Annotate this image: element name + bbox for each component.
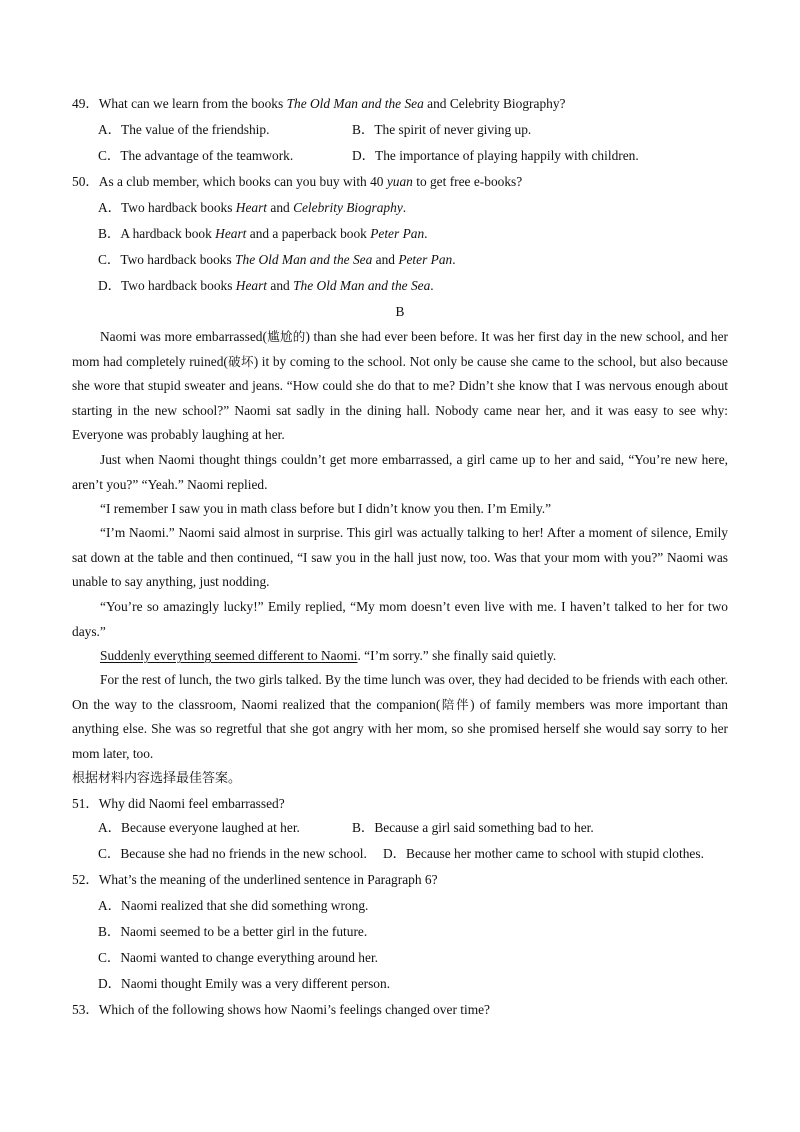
instruction: 根据材料内容选择最佳答案。 [72, 771, 242, 786]
chinese-gloss: 陪伴 [440, 696, 471, 712]
passage-text: ) of family members was more important than anything else. She was so regretful that she got angry with her mom, so she promised herself she would say sorry to her mom later, too. [72, 696, 729, 761]
q52-option-c: C．Naomi wanted to change everything around her. [98, 950, 379, 965]
q51-option-c: C．Because she had no friends in the new school. [98, 846, 367, 861]
passage-paragraph-3 [72, 497, 728, 522]
question-number: 51． [72, 796, 99, 811]
q50-option-a [98, 200, 406, 216]
option-mid: and [372, 252, 399, 267]
option-mid: and [267, 200, 294, 215]
q49-option-a: A．The value of the friendship. [98, 122, 270, 137]
section-label: B [395, 304, 405, 319]
book-title: Peter Pan [398, 252, 453, 267]
option-lead: A．Two hardback books [98, 200, 236, 215]
option-mid: and [267, 278, 294, 293]
book-title: Heart [215, 226, 247, 241]
passage-text: . “I’m sorry.” she finally said quietly. [357, 648, 557, 663]
q49-option-d: D．The importance of playing happily with children. [352, 148, 639, 163]
q51-option-b: B．Because a girl said something bad to her. [352, 820, 594, 835]
option-mid: and a paperback book [246, 226, 371, 241]
question-53 [72, 1002, 490, 1018]
passage-paragraph-4 [72, 521, 728, 595]
passage-paragraph-7 [72, 668, 728, 766]
question-text: Why did Naomi feel embarrassed? [98, 796, 285, 811]
question-text: What can we learn from the books [98, 96, 287, 111]
book-title: Celebrity Biography [293, 200, 403, 215]
question-number: 49． [72, 96, 99, 111]
passage-text: “I’m Naomi.” Naomi said almost in surprise. This girl was actually talking to her! After a moment of silence, Emily sat down at the table and then continued, “I saw you in the hall just now, too. Was that your mom with you?” Naomi was unable to say anything, just nodding. [72, 525, 728, 590]
question-text: Which of the following shows how Naomi’s feelings changed over time? [98, 1002, 490, 1017]
currency-unit: yuan [386, 174, 413, 189]
q49-option-b: B．The spirit of never giving up. [352, 122, 532, 137]
question-number: 50． [72, 174, 99, 189]
passage-paragraph-5 [72, 595, 728, 644]
q50-option-c [98, 252, 456, 268]
q49-option-c: C．The advantage of the teamwork. [98, 148, 294, 163]
chinese-gloss: 破坏 [227, 353, 254, 369]
q51-option-d: D．Because her mother came to school with stupid clothes. [383, 846, 704, 861]
question-number: 53． [72, 1002, 99, 1017]
passage-text: Just when Naomi thought things couldn’t get more embarrassed, a girl came up to her and said, “You’re new here, aren’t you?” “Yeah.” Naomi replied. [72, 452, 728, 492]
option-end: . [402, 200, 407, 215]
q52-option-b: B．Naomi seemed to be a better girl in the future. [98, 924, 368, 939]
passage-text: For the rest of lunch, the two girls talked. By the time lunch was over, they had decided to be friends with each other. On the way to the classroom, Naomi realized that the companion( [72, 672, 728, 712]
question-51 [72, 796, 285, 812]
book-title: The Old Man and the Sea [235, 252, 373, 267]
question-text: What’s the meaning of the underlined sentence in Paragraph 6? [98, 872, 438, 887]
option-lead: B．A hardback book [98, 226, 216, 241]
option-end: . [452, 252, 456, 267]
q51-option-a: A．Because everyone laughed at her. [98, 820, 300, 835]
book-title: Heart [235, 278, 268, 293]
passage-paragraph-1 [72, 325, 728, 448]
question-50 [72, 174, 522, 190]
q50-option-d [98, 278, 434, 294]
passage-paragraph-2 [72, 448, 728, 497]
book-title: Peter Pan [370, 226, 425, 241]
book-title: The Old Man and the Sea [286, 96, 424, 111]
q52-option-a: A．Naomi realized that she did something wrong. [98, 898, 369, 913]
option-lead: D．Two hardback books [98, 278, 236, 293]
option-end: . [430, 278, 434, 293]
underlined-sentence: Suddenly everything seemed different to Naomi [100, 648, 358, 663]
book-title: The Old Man and the Sea [293, 278, 431, 293]
q52-option-d: D．Naomi thought Emily was a very different person. [98, 976, 391, 991]
option-lead: C．Two hardback books [98, 252, 236, 267]
chinese-gloss: 尴尬的 [266, 329, 306, 344]
passage-text: ) than she had ever been before. It was her first day in the new school, and her mom had completely ruined( [72, 329, 728, 369]
question-49 [72, 96, 565, 112]
question-text: and Celebrity Biography? [423, 96, 566, 111]
question-text: to get free e-books? [412, 174, 523, 189]
option-end: . [424, 226, 428, 241]
question-text: As a club member, which books can you buy with 40 [98, 174, 387, 189]
question-number: 52． [72, 872, 99, 887]
book-title: Heart [235, 200, 268, 215]
passage-text: “You’re so amazingly lucky!” Emily replied, “My mom doesn’t even live with me. I haven’t talked to her for two days.” [72, 599, 728, 639]
passage-text: “I remember I saw you in math class before but I didn’t know you then. I’m Emily.” [100, 501, 552, 516]
question-52 [72, 872, 438, 888]
q50-option-b [98, 226, 428, 242]
passage-text: Naomi was more embarrassed( [100, 329, 267, 344]
passage-text: ) it by coming to the school. Not only be cause she came to the school, but also because she wore that stupid sweater and jeans. “How could she do that to me? Didn’t she know that I was nervous enough about starting in the new school?” Naomi sat sadly in the dining hall. Nobody came near her, and it was easy to see why: Everyone was probably laughing at her. [72, 353, 728, 443]
passage-paragraph-6 [72, 644, 728, 669]
